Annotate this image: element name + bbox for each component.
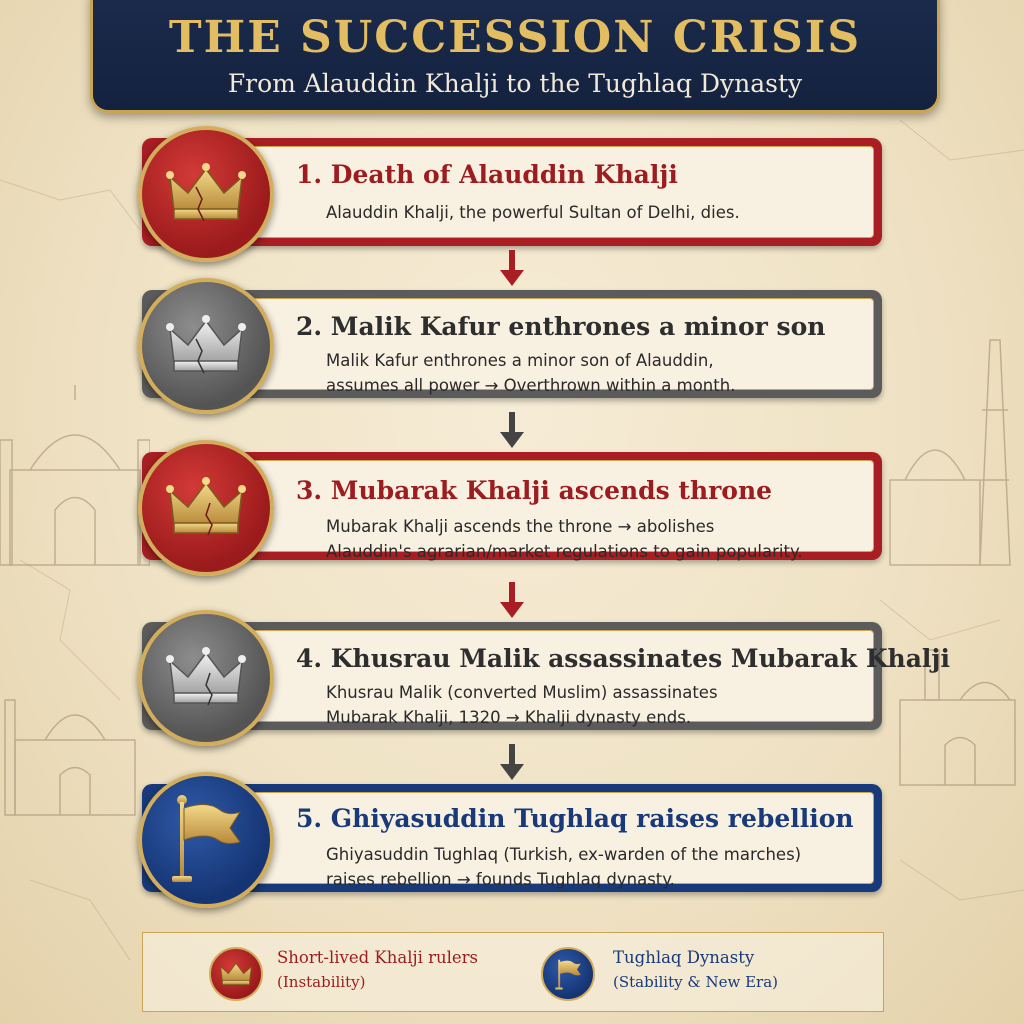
step-medal-5 [138,772,274,908]
legend-tughlaq-label: Tughlaq Dynasty (Stability & New Era) [613,948,779,991]
step-medal-2 [138,278,274,414]
step-title-5: 5. Ghiyasuddin Tughlaq raises rebellion [296,804,854,833]
step-medal-3 [138,440,274,576]
step-title-3: 3. Mubarak Khalji ascends throne [296,476,773,505]
flow-arrow-1 [500,250,524,286]
step-title-2: 2. Malik Kafur enthrones a minor son [296,312,826,341]
step-medal-1 [138,126,274,262]
step-description-3: Mubarak Khalji ascends the throne → abolishes Alauddin's agrarian/market regulations to gain popularity. [326,517,803,561]
flow-arrow-4 [500,744,524,780]
flag-icon [168,792,244,888]
legend-tughlaq-medal [541,947,595,1001]
left-mosque-illustration [0,380,150,570]
legend [142,932,884,1012]
flow-arrow-2 [500,412,524,448]
step-title-4: 4. Khusrau Malik assassinates Mubarak Khalji [296,644,950,673]
page-title: THE SUCCESSION CRISIS [168,12,862,63]
step-description-2: Malik Kafur enthrones a minor son of Alauddin, assumes all power → Overthrown within a month. [326,351,736,395]
step-description-4: Khusrau Malik (converted Muslim) assassinates Mubarak Khalji, 1320 → Khalji dynasty ends. [326,683,718,727]
cracked-crown-icon [166,643,246,713]
header-banner [90,0,940,113]
cracked-crown-icon [166,311,246,381]
flow-arrow-3 [500,582,524,618]
legend-khalji-label: Short-lived Khalji rulers (Instability) [277,948,479,991]
left-tomb-illustration [0,670,150,820]
crown-icon [219,959,253,989]
step-description-1: Alauddin Khalji, the powerful Sultan of Delhi, dies. [326,203,740,222]
legend-khalji-medal [209,947,263,1001]
right-minaret-illustration [880,330,1024,570]
step-description-5: Ghiyasuddin Tughlaq (Turkish, ex-warden of the marches) raises rebellion → founds Tughlaq dynasty. [326,845,802,889]
step-title-1: 1. Death of Alauddin Khalji [296,160,678,189]
cracked-crown-icon [166,473,246,543]
flag-icon [553,956,583,992]
cracked-crown-icon [166,159,246,229]
page-subtitle: From Alauddin Khalji to the Tughlaq Dynasty [227,69,803,98]
step-medal-4 [138,610,274,746]
